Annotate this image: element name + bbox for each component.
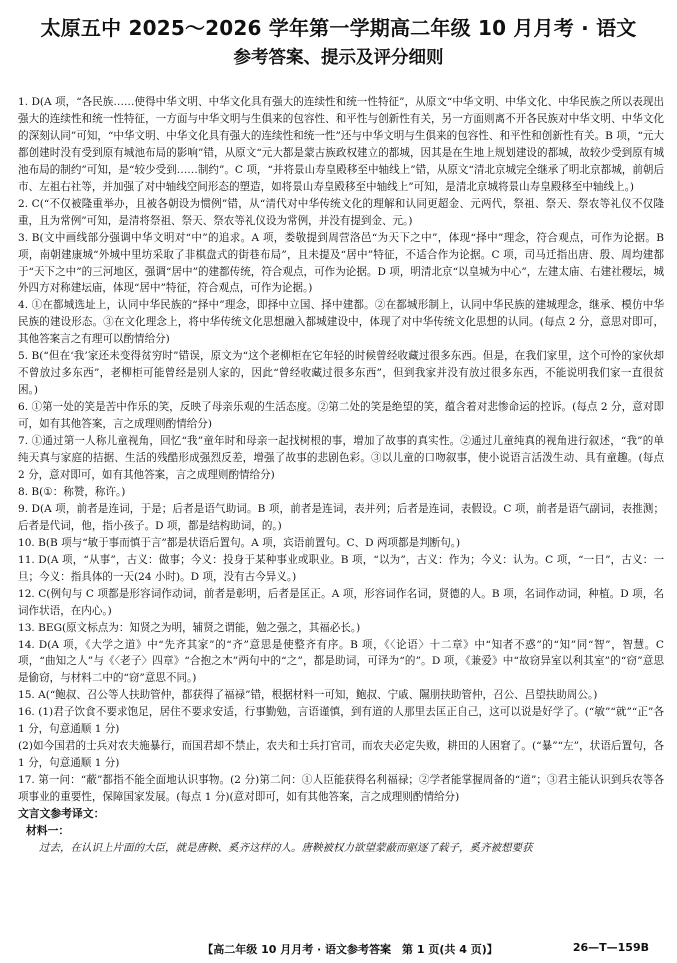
- answer-body: [18, 94, 664, 857]
- page-subtitle: 参考答案、提示及评分细则: [233, 48, 444, 68]
- footer-page-info: 【高二年级 10 月月考 · 语文参考答案 第 1 页(共 4 页)】: [202, 943, 498, 956]
- answer-17: 17. 第一问：“蔽”都指不能全面地认识事物。(2 分)第二问：①人臣能获得名利福禄；②学者能掌握周备的“道”；③君主能认识到兵农等各项事业的重要性，保障国家发展。(每点 1 分)(意对即可，如有其他答案，言之成理则酌情给分): [18, 774, 664, 804]
- translation-text: 过去，在认识上片面的大臣，就是唐鞅、奚齐这样的人。唐鞅被权力欲望蒙蔽而驱逐了载子，奚齐被想要获: [39, 841, 533, 854]
- footer-code: 26—T—159B: [572, 941, 649, 954]
- answer-5: 5. B(“但在‘我’家还未变得贫穷时”错误，原文为“这个老柳柜在它年轻的时候曾经收藏过很多东西。但是，在我们家里，这个可怜的家伙却不曾放过多东西”，老柳柜可能曾经是别人家的，因此“曾经收藏过很多东西”，但到我家并没有放过很多东西，不能说明我们家一直很贫困。): [18, 350, 664, 397]
- page-title: 太原五中 2025～2026 学年第一学期高二年级 10 月月考 · 语文: [40, 16, 637, 40]
- answer-10: 10. B(B 项与“敏于事而慎于言”都是状语后置句。A 项，宾语前置句。C、D 两项都是判断句。): [18, 536, 461, 549]
- answer-15: 15. A(“鲍叔、召公等人扶助管仲，都获得了福禄”错，根据材料一可知，鲍叔、宁戚、隰朋扶助管仲，召公、吕望扶助周公。): [18, 689, 598, 702]
- material-one-heading: 材料一：: [26, 823, 70, 837]
- answer-16-2: (2)如今国君的士兵对农夫施暴行，而国君却不禁止，农夫和士兵打官司，而农夫必定失败，耕田的人困窘了。(“暴”“左”，状语后置句，各 1 分，句意通顺 1 分): [18, 740, 664, 770]
- answer-3: 3. B(文中画线部分强调中华文明对“中”的追求。A 项，娄敬提到周营洛邑“为天下之中”，体现“择中”理念，符合观点，可作为论据。B 项，南朝建康城“外城中里坊采取了非棋盘式的街巷布局”，且未提及“居中”特征，不适合作为论据。C 项，司马迁指出唐、殷、周均建都于“天下之中”的三河地区，强调“居中”的建都传统，符合观点，可作为论据。D 项，明清北京“以皇城为中心”，左建太庙、右建社稷坛，城外四方对称建坛庙，体现“居中”特征，符合观点，可作为论据。): [18, 231, 664, 295]
- page-footer: [0, 941, 677, 959]
- answer-16-1: 16. (1)君子饮食不要求饱足，居住不要求安适，行事勤勉，言语谨慎，到有道的人那里去匡正自己，这可以说是好学了。(“敏”“就”“正”各 1 分，句意通顺 1 分): [18, 706, 664, 736]
- answer-11: 11. D(A 项，“从事”，古义：做事；今义：投身于某种事业或职业。B 项，“以为”，古义：作为；今义：认为。C 项，“一日”，古义：一旦；今义：指具体的一天(24 小时)。D 项，没有古今异义。): [18, 553, 664, 583]
- answer-4: 4. ①在都城选址上，认同中华民族的“择中”理念，即择中立国、择中建都。②在都城形制上，认同中华民族的建城理念，继承、模仿中华民族的建设形态。③在文化理念上，将中华传统文化思想融入都城建设中，体现了对中华传统文化思想的认同。(每点 2 分，意思对即可，其他答案言之有理可以酌情给分): [18, 299, 664, 346]
- answer-9: 9. D(A 项，前者是连词，于是；后者是语气助词。B 项，前者是连词，表并列；后者是连词，表假设。C 项，前者是语气副词，表推测；后者是代词，他，指小孩子。D 项，都是结构助词，的。): [18, 502, 664, 532]
- answer-7: 7. ①通过第一人称儿童视角，回忆“我”童年时和母亲一起找树根的事，增加了故事的真实性。②通过儿童纯真的视角进行叙述，“我”的单纯天真与家庭的拮据、生活的残酷形成强烈反差，增强了故事的悲剧色彩。③以儿童的口吻叙事，使小说语言活泼生动、具有童趣。(每点 2 分，意对即可，如有其他答案，言之成理则酌情给分): [18, 435, 664, 481]
- answer-6: 6. ①第一处的笑是苦中作乐的笑，反映了母亲乐观的生活态度。②第二处的笑是绝望的笑，蕴含着对悲惨命运的控诉。(每点 2 分，意对即可，如有其他答案，言之成理则酌情给分): [18, 401, 664, 431]
- answer-2: 2. C(“不仅被隆重举办，且被各朝设为惯例”错，从“清代对中华传统文化的理解和认同更超金、元两代，祭祖、祭天、祭农等礼仪不仅隆重，且为常例”可知，是清将祭祖、祭天、祭农等礼仪设为常例，并没有提到金、元。): [18, 197, 664, 227]
- answer-8: 8. B(①：称赞，称许。): [18, 485, 126, 498]
- answer-13: 13. BEG(原文标点为：知贤之为明，辅贤之谓能，勉之强之，其福必长。): [18, 621, 361, 634]
- answer-12: 12. C(例句与 C 项都是形容词作动词，前者是彰明，后者是匡正。A 项，形容词作名词，贤德的人。B 项，名词作动词，种植。D 项，名词作状语，在内心。): [18, 587, 664, 617]
- answer-1: 1. D(A 项，“各民族……使得中华文明、中华文化具有强大的连续性和统一性特征”，从原文“中华文明、中华文化、中华民族之所以表现出强大的连续性和统一性特征，一方面与中华文明与生俱来的包容性、和平性与创新性有关，另一方面则离不开各民族对中华文明、中华文化的深刻认同”可知，“中华文明、中华文化具有强大的连续性和统一性”还与中华文明与生俱来的包容性、和平性和创新性有关。B 项，“元大都创建时没有受到原有城池布局的影响”错，从原文“元大都是蒙古族政权建立的都城，因其是在生地上规划建设的都城，故较少受到原有城池布局的制约”可知，是“较少受到……制约”。C 项，“并将景山寿皇殿移至中轴线上”错，从原文“清北京城完全继承了明北京都城，前朝后市、左祖右社等，并加强了对中轴线空间形态的塑造，如将景山寿皇殿移至中轴线上”可知，是清北京城将景山寿皇殿移至中轴线上。): [18, 96, 664, 193]
- translation-heading: 文言文参考译文：: [18, 807, 105, 821]
- answer-14: 14. D(A 项，《大学之道》中“先齐其家”的“齐”意思是使整齐有序。B 项，《〈论语〉十二章》中“知者不惑”的“知”同“智”，智慧。C 项，“曲知之人”与《〈老子〉四章》“合抱之木”两句中的“之”，都是助词，可译为“的”。D 项，《兼爱》中“故窃异室以利其室”的“窃”意思是偷窃，与材料二中的“窃”意思不同。): [18, 638, 664, 685]
